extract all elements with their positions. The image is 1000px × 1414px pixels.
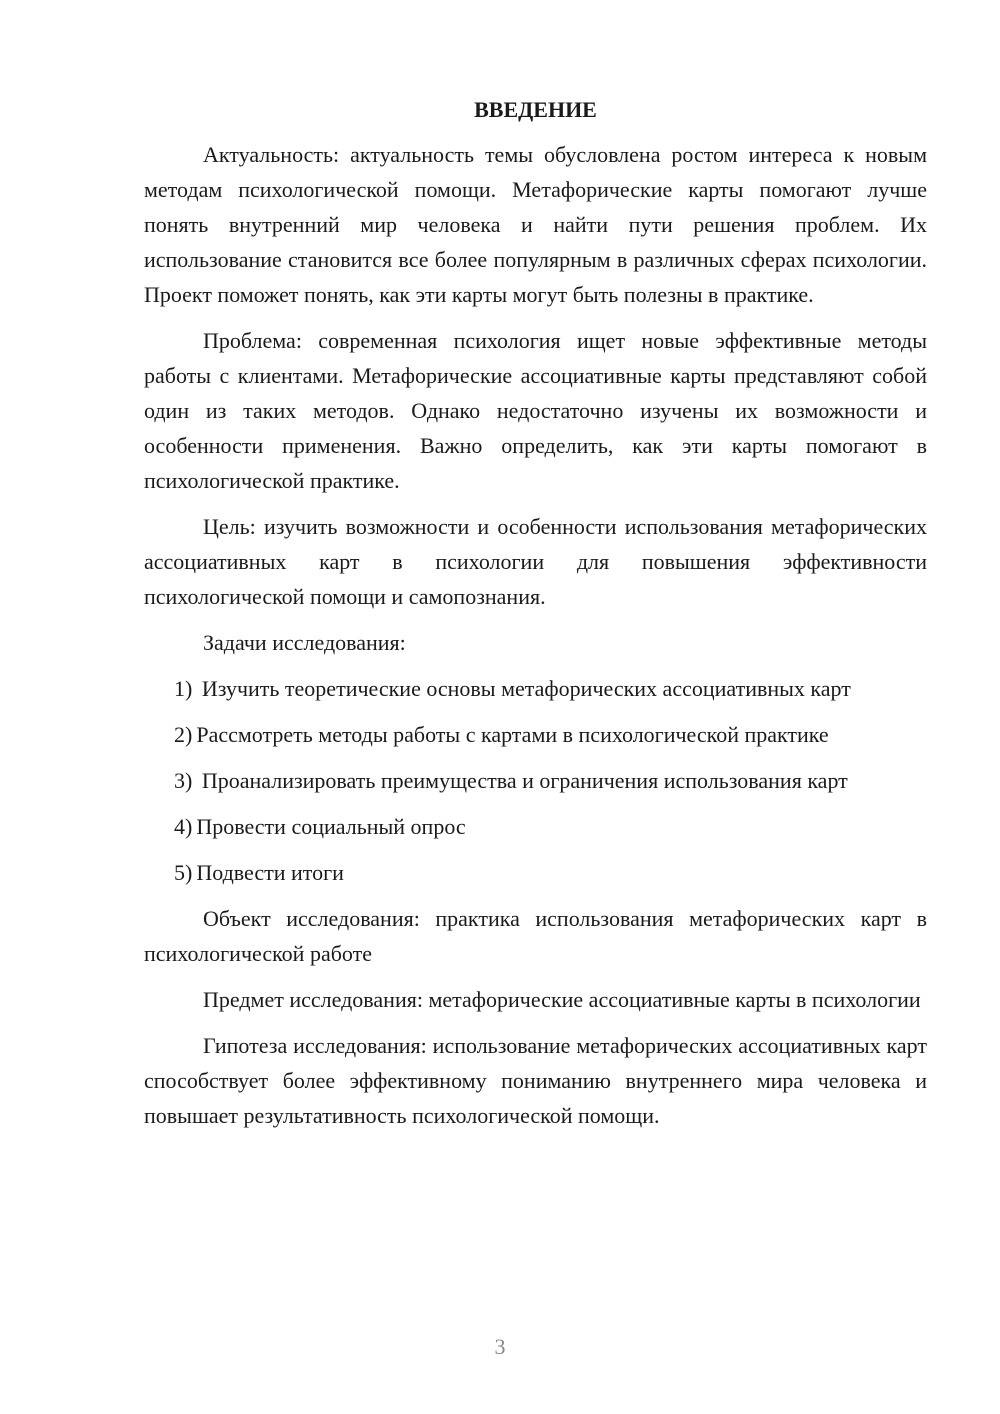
- task-text: Рассмотреть методы работы с картами в психологической практике: [196, 722, 829, 747]
- task-number: 2): [174, 722, 193, 747]
- task-number: 3): [174, 768, 193, 793]
- task-number: 4): [174, 814, 193, 839]
- task-number: 5): [174, 860, 193, 885]
- task-number: 1): [174, 676, 193, 701]
- task-text: Провести социальный опрос: [196, 814, 466, 839]
- object-paragraph: Объект исследования: практика использования метафорических карт в психологической работе: [144, 906, 927, 966]
- task-text: Проанализировать преимущества и ограничения использования карт: [201, 768, 848, 793]
- task-item-3: [144, 763, 927, 798]
- tasks-heading: Задачи исследования:: [203, 630, 406, 655]
- goal-paragraph: Цель: изучить возможности и особенности использования метафорических ассоциативных карт в психологии для повышения эффективности психологической помощи и самопознания.: [144, 514, 927, 609]
- document-page: [144, 92, 927, 1133]
- subject-paragraph: Предмет исследования: метафорические ассоциативные карты в психологии: [203, 987, 921, 1012]
- task-item-4: [144, 809, 927, 844]
- page-number: 3: [494, 1334, 506, 1359]
- task-item-1: [144, 671, 927, 706]
- relevance-paragraph: Актуальность: актуальность темы обусловлена ростом интереса к новым методам психологической помощи. Метафорические карты помогают лучше понять внутренний мир человека и найти пути решения проблем. Их использование становится все более популярным в различных сферах психологии. Проект поможет понять, как эти карты могут быть полезны в практике.: [144, 142, 927, 307]
- task-text: Подвести итоги: [196, 860, 344, 885]
- page-title: ВВЕДЕНИЕ: [474, 97, 597, 122]
- problem-paragraph: Проблема: современная психология ищет новые эффективные методы работы с клиентами. Метафорические ассоциативные карты представляют собой один из таких методов. Однако недостаточно изучены их возможности и особенности применения. Важно определить, как эти карты помогают в психологической практике.: [144, 328, 927, 493]
- task-text: Изучить теоретические основы метафорических ассоциативных карт: [201, 676, 851, 701]
- task-item-5: [144, 855, 927, 890]
- task-item-2: [144, 717, 927, 752]
- hypothesis-paragraph: Гипотеза исследования: использование метафорических ассоциативных карт способствует более эффективному пониманию внутреннего мира человека и повышает результативность психологической помощи.: [144, 1033, 927, 1128]
